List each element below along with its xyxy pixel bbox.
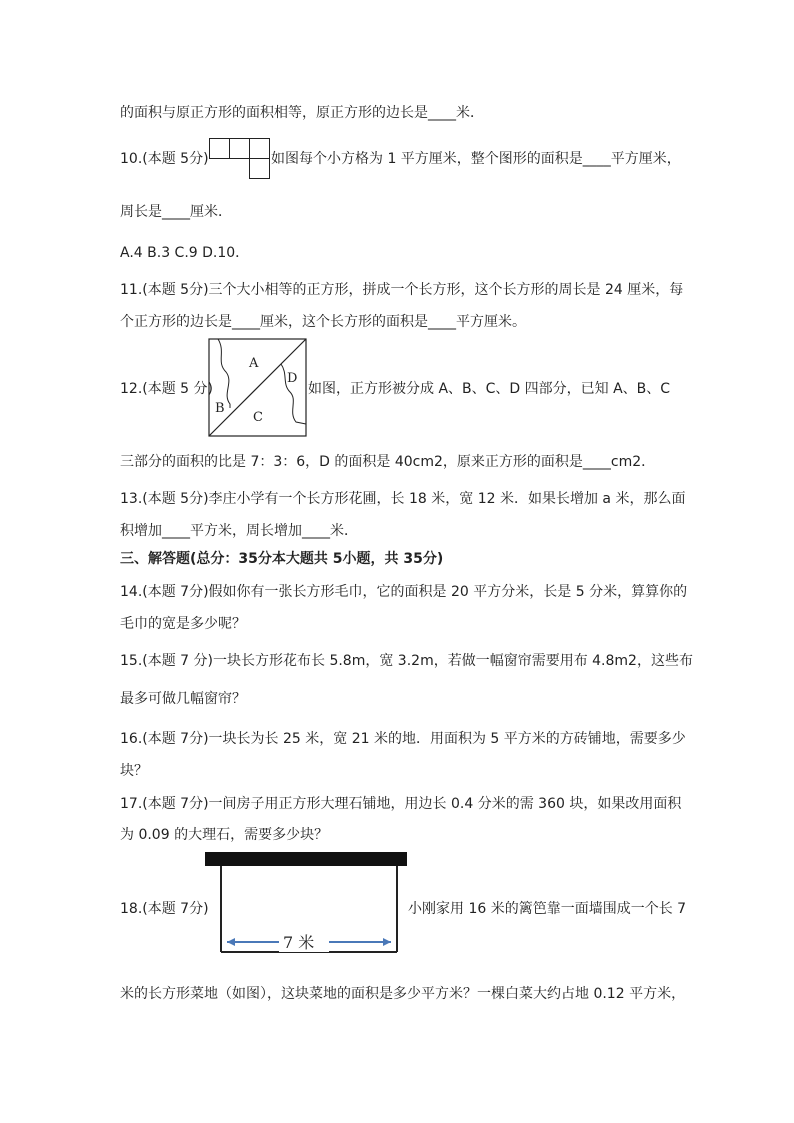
q11-line-1: 11.(本题 5分)三个大小相等的正方形，拼成一个长方形，这个长方形的周长是 24 厘米，每 [120,282,684,298]
q10-grid-figure [209,138,271,180]
q15-line-2: 最多可做几幅窗帘？ [120,691,246,707]
q18-garden-figure [205,852,407,957]
q10-continuation: 周长是____厘米． [120,204,232,220]
q14-line-1: 14.(本题 7分)假如你有一张长方形毛巾，它的面积是 20 平方分米，长是 5 分米，算算你的 [120,584,688,600]
q11-line-2: 个正方形的边长是____厘米，这个长方形的面积是____平方厘米。 [120,314,526,330]
q10-label: 10.(本题 5分) [120,151,209,167]
q12-continuation: 三部分的面积的比是 7：3：6，D 的面积是 40cm2，原来正方形的面积是____cm2． [120,454,656,470]
region-b-label: B [215,401,225,416]
wall [205,852,407,866]
q14-line-2: 毛巾的宽是多少呢？ [120,616,246,632]
region-d-label: D [287,371,298,386]
q13-line-2: 积增加____平方米，周长增加____米． [120,523,358,539]
q18-continuation: 米的长方形菜地（如图），这块菜地的面积是多少平方米？一棵白菜大约占地 0.12 平方米， [120,986,686,1002]
q12-text: 如图，正方形被分成 A、B、C、D 四部分，已知 A、B、C [308,381,671,397]
region-c-label: C [253,410,263,425]
q16-line-2: 块？ [120,763,148,779]
q17-line-1: 17.(本题 7分)一间房子用正方形大理石铺地，用边长 0.4 分米的需 360 块，如果改用面积 [120,796,682,812]
q17-line-2: 为 0.09 的大理石，需要多少块？ [120,827,329,843]
q9-continuation: 的面积与原正方形的面积相等，原正方形的边长是____米． [120,105,484,121]
q18-label: 18.(本题 7分) [120,901,209,917]
q10-text: 如图每个小方格为 1 平方厘米，整个图形的面积是____平方厘米， [271,151,681,167]
q13-line-1: 13.(本题 5分)李庄小学有一个长方形花圃，长 18 米，宽 12 米．如果长增加 a 米，那么面 [120,491,686,507]
length-label: 7 米 [283,933,315,952]
section-3-heading: 三、解答题(总分：35分本大题共 5小题，共 35分) [120,551,444,567]
q18-text: 小刚家用 16 米的篱笆靠一面墙围成一个长 7 [408,901,687,917]
q12-square-figure [208,338,308,438]
q16-line-1: 16.(本题 7分)一块长为长 25 米，宽 21 米的地．用面积为 5 平方米的方砖铺地，需要多少 [120,731,686,747]
q15-line-1: 15.(本题 7 分)一块长方形花布长 5.8m，宽 3.2m，若做一幅窗帘需要用布 4.8m2，这些布 [120,653,693,669]
region-a-label: A [249,356,259,371]
q12-label: 12.(本题 5 分) [120,381,213,397]
q10-options: A.4 B.3 C.9 D.10． [120,245,250,261]
